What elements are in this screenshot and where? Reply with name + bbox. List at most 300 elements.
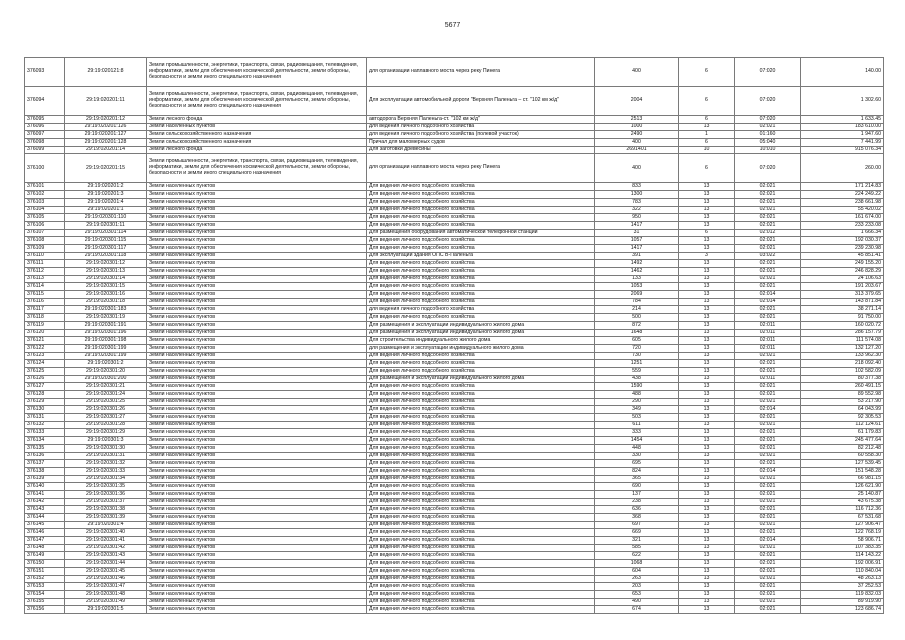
zone-code-cell: 13	[679, 544, 735, 552]
land-category-cell: Земли населенных пунктов	[147, 375, 367, 383]
zone-code-cell: 1	[679, 131, 735, 139]
area-cell: 730	[595, 352, 679, 360]
use-code-cell: 02:021	[735, 560, 801, 568]
use-code-cell: 02:021	[735, 521, 801, 529]
row-number-cell: 376104	[25, 206, 65, 214]
cadastral-value-cell: 313 379.65	[801, 291, 884, 299]
cadastral-number-cell: 29:19:020301:44	[65, 560, 147, 568]
row-number-cell: 376105	[25, 214, 65, 222]
permitted-use-cell: Для ведения личного подсобного хозяйства	[367, 521, 595, 529]
area-cell: 137	[595, 490, 679, 498]
table-row	[25, 467, 884, 475]
zone-code-cell: 13	[679, 352, 735, 360]
cadastral-number-cell: 29:19:020301:29	[65, 429, 147, 437]
area-cell: 674	[595, 606, 679, 614]
zone-code-cell: 13	[679, 183, 735, 191]
land-category-cell: Земли населенных пунктов	[147, 498, 367, 506]
cadastral-value-cell: 45 851.41	[801, 252, 884, 260]
row-number-cell: 376134	[25, 437, 65, 445]
permitted-use-cell: Для ведения личного подсобного хозяйства	[367, 414, 595, 422]
permitted-use-cell: для ведения личного подсобного хозяйства (полевой участок)	[367, 131, 595, 139]
cadastral-value-cell: 67 531.68	[801, 514, 884, 522]
table-row	[25, 344, 884, 352]
cadastral-number-cell: 29:19:020301:21	[65, 383, 147, 391]
row-number-cell: 376097	[25, 131, 65, 139]
land-category-cell: Земли населенных пунктов	[147, 268, 367, 276]
row-number-cell: 376107	[25, 229, 65, 237]
area-cell: 488	[595, 391, 679, 399]
cadastral-value-cell: 92 305.53	[801, 414, 884, 422]
permitted-use-cell: Для ведения личного подсобного хозяйства	[367, 498, 595, 506]
land-category-cell: Земли населенных пунктов	[147, 367, 367, 375]
area-cell: 322	[595, 206, 679, 214]
table-row	[25, 583, 884, 591]
cadastral-number-cell: 29:19:020301:48	[65, 590, 147, 598]
cadastral-value-cell: 192 030.37	[801, 237, 884, 245]
zone-code-cell: 13	[679, 560, 735, 568]
use-code-cell: 02:021	[735, 314, 801, 322]
cadastral-value-cell: 24 106.63	[801, 275, 884, 283]
cadastral-value-cell: 53 217.90	[801, 398, 884, 406]
use-code-cell: 02:014	[735, 467, 801, 475]
area-cell: 1057	[595, 237, 679, 245]
cadastral-value-cell: 127 539.45	[801, 460, 884, 468]
use-code-cell: 02:021	[735, 268, 801, 276]
cadastral-number-cell: 29:19:020301:28	[65, 421, 147, 429]
zone-code-cell: 13	[679, 298, 735, 306]
cadastral-number-cell: 29:19:020301:5	[65, 606, 147, 614]
use-code-cell: 02:021	[735, 437, 801, 445]
cadastral-number-cell: 29:19:020301:117	[65, 244, 147, 252]
use-code-cell: 02:021	[735, 483, 801, 491]
cadastral-value-cell: 61 179.83	[801, 429, 884, 437]
cadastral-number-cell: 29:19:020301:20	[65, 367, 147, 375]
cadastral-value-cell: 91 750.00	[801, 314, 884, 322]
cadastral-number-cell: 29:19:020301:196	[65, 329, 147, 337]
land-category-cell: Земли населенных пунктов	[147, 244, 367, 252]
land-category-cell: Земли населенных пунктов	[147, 229, 367, 237]
table-row	[25, 237, 884, 245]
area-cell: 720	[595, 344, 679, 352]
cadastral-value-cell: 64 043.99	[801, 406, 884, 414]
use-code-cell: 02:021	[735, 583, 801, 591]
cadastral-value-cell: 89 919.90	[801, 598, 884, 606]
cadastral-number-cell: 29:19:020301:183	[65, 306, 147, 314]
cadastral-number-cell: 29:19:020301:32	[65, 460, 147, 468]
cadastral-number-cell: 29:19:020201:11	[65, 87, 147, 116]
table-row	[25, 590, 884, 598]
cadastral-value-cell: 161 674.00	[801, 214, 884, 222]
area-cell: 695	[595, 460, 679, 468]
area-cell: 349	[595, 406, 679, 414]
row-number-cell: 376095	[25, 116, 65, 124]
cadastral-number-cell: 29:19:020301:14	[65, 275, 147, 283]
area-cell: 611	[595, 421, 679, 429]
land-category-cell: Земли населенных пунктов	[147, 467, 367, 475]
row-number-cell: 376129	[25, 398, 65, 406]
zone-code-cell: 13	[679, 214, 735, 222]
permitted-use-cell: Для ведения личного подсобного хозяйства	[367, 590, 595, 598]
table-row	[25, 314, 884, 322]
area-cell: 203	[595, 583, 679, 591]
table-row	[25, 191, 884, 199]
permitted-use-cell: Для ведения личного подсобного хозяйства	[367, 367, 595, 375]
land-category-cell: Земли населенных пунктов	[147, 552, 367, 560]
use-code-cell: 02:021	[735, 275, 801, 283]
cadastral-number-cell: 29:19:020121:8	[65, 58, 147, 87]
use-code-cell: 02:021	[735, 414, 801, 422]
row-number-cell: 376110	[25, 252, 65, 260]
cadastral-value-cell: 110 840.04	[801, 567, 884, 575]
cadastral-number-cell: 29:19:020301:34	[65, 475, 147, 483]
land-category-cell: Земли населенных пунктов	[147, 221, 367, 229]
permitted-use-cell: Для ведения личного подсобного хозяйства	[367, 537, 595, 545]
land-category-cell: Земли населенных пунктов	[147, 123, 367, 131]
cadastral-value-cell: 246 828.29	[801, 268, 884, 276]
area-cell: 391	[595, 252, 679, 260]
cadastral-value-cell: 38 271.14	[801, 306, 884, 314]
table-row	[25, 552, 884, 560]
permitted-use-cell: Для строительства индивидуального жилого дома	[367, 337, 595, 345]
cadastral-number-cell: 29:19:020201:128	[65, 139, 147, 147]
cadastral-number-cell: 29:19:020201:126	[65, 123, 147, 131]
land-registry-table	[24, 57, 884, 614]
land-category-cell: Земли населенных пунктов	[147, 560, 367, 568]
land-category-cell: Земли населенных пунктов	[147, 191, 367, 199]
zone-code-cell: 13	[679, 590, 735, 598]
row-number-cell: 376111	[25, 260, 65, 268]
zone-code-cell: 13	[679, 244, 735, 252]
land-category-cell: Земли населенных пунктов	[147, 352, 367, 360]
row-number-cell: 376151	[25, 567, 65, 575]
zone-code-cell: 13	[679, 529, 735, 537]
row-number-cell: 376103	[25, 198, 65, 206]
zone-code-cell: 13	[679, 444, 735, 452]
zone-code-cell: 13	[679, 521, 735, 529]
land-category-cell: Земли населенных пунктов	[147, 421, 367, 429]
permitted-use-cell: Для ведения личного подсобного хозяйства	[367, 352, 595, 360]
use-code-cell: 02:021	[735, 567, 801, 575]
table-row	[25, 275, 884, 283]
row-number-cell: 376141	[25, 490, 65, 498]
area-cell: 585	[595, 544, 679, 552]
use-code-cell: 02:021	[735, 237, 801, 245]
zone-code-cell: 6	[679, 58, 735, 87]
table-row	[25, 360, 884, 368]
use-code-cell: 02:021	[735, 429, 801, 437]
zone-code-cell: 6	[679, 154, 735, 183]
table-row	[25, 560, 884, 568]
cadastral-number-cell: 29:19:020301:43	[65, 552, 147, 560]
use-code-cell: 07:020	[735, 87, 801, 116]
row-number-cell: 376139	[25, 475, 65, 483]
cadastral-number-cell: 29:19:020301:39	[65, 514, 147, 522]
cadastral-number-cell: 29:19:020301:191	[65, 321, 147, 329]
cadastral-number-cell: 29:19:020301:37	[65, 498, 147, 506]
permitted-use-cell: Для эксплуатации здания ОПС В-Паленьга	[367, 252, 595, 260]
permitted-use-cell: Для заготовки древесины	[367, 146, 595, 154]
land-category-cell: Земли населенных пунктов	[147, 606, 367, 614]
land-category-cell: Земли населенных пунктов	[147, 590, 367, 598]
permitted-use-cell: Для ведения личного подсобного хозяйства	[367, 460, 595, 468]
cadastral-value-cell: 260.00	[801, 154, 884, 183]
table-row	[25, 537, 884, 545]
cadastral-number-cell: 29:19:020301:198	[65, 337, 147, 345]
cadastral-value-cell: 111 574.08	[801, 337, 884, 345]
table-row	[25, 429, 884, 437]
permitted-use-cell: Для ведения личного подсобного хозяйства	[367, 606, 595, 614]
area-cell: 784	[595, 298, 679, 306]
cadastral-number-cell: 29:19:020301:47	[65, 583, 147, 591]
land-category-cell: Земли населенных пунктов	[147, 429, 367, 437]
use-code-cell: 02:014	[735, 406, 801, 414]
zone-code-cell: 13	[679, 406, 735, 414]
cadastral-value-cell: 238 661.98	[801, 198, 884, 206]
zone-code-cell: 13	[679, 429, 735, 437]
area-cell: 636	[595, 506, 679, 514]
table-row	[25, 391, 884, 399]
zone-code-cell: 13	[679, 191, 735, 199]
land-category-cell: Земли населенных пунктов	[147, 306, 367, 314]
permitted-use-cell: Для ведения личного подсобного хозяйства	[367, 198, 595, 206]
cadastral-number-cell: 29:19:020201:1	[65, 206, 147, 214]
permitted-use-cell: Для ведения личного подсобного хозяйства	[367, 183, 595, 191]
area-cell: 1417	[595, 244, 679, 252]
use-code-cell: 02:021	[735, 352, 801, 360]
row-number-cell: 376115	[25, 291, 65, 299]
land-category-cell: Земли населенных пунктов	[147, 490, 367, 498]
area-cell: 669	[595, 529, 679, 537]
permitted-use-cell: для организации наплавного моста через реку Пинега	[367, 154, 595, 183]
permitted-use-cell: Для ведения личного подсобного хозяйства	[367, 291, 595, 299]
use-code-cell: 02:021	[735, 606, 801, 614]
land-category-cell: Земли населенных пунктов	[147, 391, 367, 399]
permitted-use-cell: Для ведения личного подсобного хозяйства	[367, 268, 595, 276]
zone-code-cell: 13	[679, 421, 735, 429]
table-row	[25, 506, 884, 514]
zone-code-cell: 13	[679, 490, 735, 498]
zone-code-cell: 13	[679, 583, 735, 591]
cadastral-number-cell: 29:19:020201:12	[65, 116, 147, 124]
cadastral-number-cell: 29:19:020301:4	[65, 521, 147, 529]
area-cell: 950	[595, 214, 679, 222]
permitted-use-cell: Для ведения личного подсобного хозяйства	[367, 214, 595, 222]
zone-code-cell: 13	[679, 606, 735, 614]
area-cell: 1590	[595, 383, 679, 391]
table-row	[25, 244, 884, 252]
use-code-cell: 02:021	[735, 383, 801, 391]
area-cell: 330	[595, 452, 679, 460]
cadastral-value-cell: 191 203.67	[801, 283, 884, 291]
row-number-cell: 376150	[25, 560, 65, 568]
table-row	[25, 198, 884, 206]
table-row	[25, 598, 884, 606]
table-row	[25, 352, 884, 360]
zone-code-cell: 13	[679, 506, 735, 514]
row-number-cell: 376142	[25, 498, 65, 506]
land-category-cell: Земли населенных пунктов	[147, 575, 367, 583]
permitted-use-cell: Для ведения личного подсобного хозяйства	[367, 467, 595, 475]
cadastral-value-cell: 89 552.98	[801, 391, 884, 399]
table-row	[25, 321, 884, 329]
cadastral-number-cell: 29:19:020301:18	[65, 298, 147, 306]
cadastral-value-cell: 82 212.48	[801, 444, 884, 452]
area-cell: 333	[595, 429, 679, 437]
land-category-cell: Земли населенных пунктов	[147, 475, 367, 483]
area-cell: 1417	[595, 221, 679, 229]
use-code-cell: 02:014	[735, 537, 801, 545]
cadastral-number-cell: 29:19:020301:3	[65, 437, 147, 445]
row-number-cell: 376130	[25, 406, 65, 414]
row-number-cell: 376094	[25, 87, 65, 116]
area-cell: 2490	[595, 131, 679, 139]
area-cell: 31	[595, 229, 679, 237]
land-category-cell: Земли населенных пунктов	[147, 214, 367, 222]
permitted-use-cell: Для ведения личного подсобного хозяйства	[367, 244, 595, 252]
use-code-cell: 02:021	[735, 283, 801, 291]
row-number-cell: 376140	[25, 483, 65, 491]
use-code-cell: 02:021	[735, 244, 801, 252]
cadastral-value-cell: 1 633.45	[801, 116, 884, 124]
cadastral-value-cell: 7 441.99	[801, 139, 884, 147]
permitted-use-cell: Для ведения личного подсобного хозяйства	[367, 429, 595, 437]
area-cell: 697	[595, 521, 679, 529]
permitted-use-cell: Для ведения личного подсобного хозяйства	[367, 575, 595, 583]
cadastral-value-cell: 286 157.79	[801, 329, 884, 337]
zone-code-cell: 13	[679, 537, 735, 545]
cadastral-value-cell: 249 155.20	[801, 260, 884, 268]
cadastral-number-cell: 29:19:020201:14	[65, 146, 147, 154]
table-row	[25, 123, 884, 131]
permitted-use-cell: Для ведения личного подсобного хозяйства	[367, 421, 595, 429]
cadastral-number-cell: 29:19:020301:2	[65, 360, 147, 368]
area-cell: 833	[595, 183, 679, 191]
cadastral-number-cell: 29:19:020301:45	[65, 567, 147, 575]
area-cell: 622	[595, 552, 679, 560]
row-number-cell: 376143	[25, 506, 65, 514]
page-number: 5677	[444, 22, 461, 29]
zone-code-cell: 13	[679, 123, 735, 131]
row-number-cell: 376136	[25, 452, 65, 460]
permitted-use-cell: для размещения и эксплуатации индивидуального жилого дома	[367, 344, 595, 352]
table-row	[25, 283, 884, 291]
area-cell: 1462	[595, 268, 679, 276]
land-category-cell: Земли населенных пунктов	[147, 314, 367, 322]
area-cell: 438	[595, 375, 679, 383]
table-row	[25, 437, 884, 445]
permitted-use-cell: Для размещения и эксплуатации индивидуального жилого дома	[367, 329, 595, 337]
area-cell: 263	[595, 575, 679, 583]
use-code-cell: 02:014	[735, 298, 801, 306]
row-number-cell: 376099	[25, 146, 65, 154]
row-number-cell: 376133	[25, 429, 65, 437]
area-cell: 321	[595, 537, 679, 545]
row-number-cell: 376127	[25, 383, 65, 391]
cadastral-value-cell: 119 832.03	[801, 590, 884, 598]
cadastral-number-cell: 29:19:020301:40	[65, 529, 147, 537]
use-code-cell: 05:040	[735, 139, 801, 147]
cadastral-number-cell: 29:19:020301:36	[65, 490, 147, 498]
land-category-cell: Земли населенных пунктов	[147, 321, 367, 329]
use-code-cell: 02:021	[735, 575, 801, 583]
cadastral-value-cell: 239 230.98	[801, 244, 884, 252]
use-code-cell: 02:011	[735, 337, 801, 345]
row-number-cell: 376145	[25, 521, 65, 529]
land-category-cell: Земли промышленности, энергетики, транспорта, связи, радиовещания, телевидения, информатики, земли для обеспечения космической деятельности, земли обороны, безопасности и земли иного специального назначения	[147, 87, 367, 116]
table-row	[25, 383, 884, 391]
use-code-cell: 02:021	[735, 444, 801, 452]
zone-code-cell: 10	[679, 146, 735, 154]
zone-code-cell: 13	[679, 391, 735, 399]
zone-code-cell: 13	[679, 321, 735, 329]
use-code-cell: 02:021	[735, 460, 801, 468]
cadastral-value-cell: 151 548.28	[801, 467, 884, 475]
table-row	[25, 575, 884, 583]
land-category-cell: Земли населенных пунктов	[147, 598, 367, 606]
area-cell: 1454	[595, 437, 679, 445]
cadastral-number-cell: 29:19:020301:114	[65, 229, 147, 237]
zone-code-cell: 13	[679, 398, 735, 406]
row-number-cell: 376117	[25, 306, 65, 314]
area-cell: 1068	[595, 560, 679, 568]
table-row	[25, 475, 884, 483]
zone-code-cell: 13	[679, 452, 735, 460]
area-cell: 1648	[595, 329, 679, 337]
zone-code-cell: 13	[679, 498, 735, 506]
cadastral-value-cell: 48 263.13	[801, 575, 884, 583]
table-row	[25, 606, 884, 614]
permitted-use-cell: Для ведения личного подсобного хозяйства	[367, 221, 595, 229]
permitted-use-cell: Для ведения личного подсобного хозяйства	[367, 191, 595, 199]
table-row	[25, 367, 884, 375]
land-registry-body	[25, 58, 884, 614]
table-row	[25, 139, 884, 147]
land-category-cell: Земли сельскохозяйственного назначения	[147, 131, 367, 139]
cadastral-number-cell: 29:19:020201:2	[65, 183, 147, 191]
cadastral-value-cell: 25 140.87	[801, 490, 884, 498]
table-row	[25, 490, 884, 498]
use-code-cell: 07:020	[735, 58, 801, 87]
use-code-cell: 03:022	[735, 252, 801, 260]
zone-code-cell: 13	[679, 552, 735, 560]
row-number-cell: 376106	[25, 221, 65, 229]
cadastral-value-cell: 183 610.00	[801, 123, 884, 131]
land-category-cell: Земли сельскохозяйственного назначения	[147, 139, 367, 147]
cadastral-number-cell: 29:19:020301:11	[65, 221, 147, 229]
area-cell: 1300	[595, 191, 679, 199]
table-row	[25, 58, 884, 87]
permitted-use-cell: Для ведения личного подсобного хозяйства	[367, 275, 595, 283]
row-number-cell: 376137	[25, 460, 65, 468]
cadastral-value-cell: 43 675.38	[801, 498, 884, 506]
row-number-cell: 376096	[25, 123, 65, 131]
row-number-cell: 376116	[25, 298, 65, 306]
land-category-cell: Земли населенных пунктов	[147, 383, 367, 391]
permitted-use-cell: Для ведения личного подсобного хозяйства	[367, 583, 595, 591]
use-code-cell: 02:011	[735, 375, 801, 383]
use-code-cell: 02:011	[735, 344, 801, 352]
cadastral-value-cell: 107 383.35	[801, 544, 884, 552]
cadastral-number-cell: 29:19:020301:26	[65, 406, 147, 414]
use-code-cell: 02:011	[735, 329, 801, 337]
table-row	[25, 131, 884, 139]
table-row	[25, 183, 884, 191]
cadastral-value-cell: 224 249.22	[801, 191, 884, 199]
use-code-cell: 02:014	[735, 291, 801, 299]
use-code-cell: 10:010	[735, 146, 801, 154]
area-cell: 2069	[595, 291, 679, 299]
land-category-cell: Земли населенных пунктов	[147, 344, 367, 352]
